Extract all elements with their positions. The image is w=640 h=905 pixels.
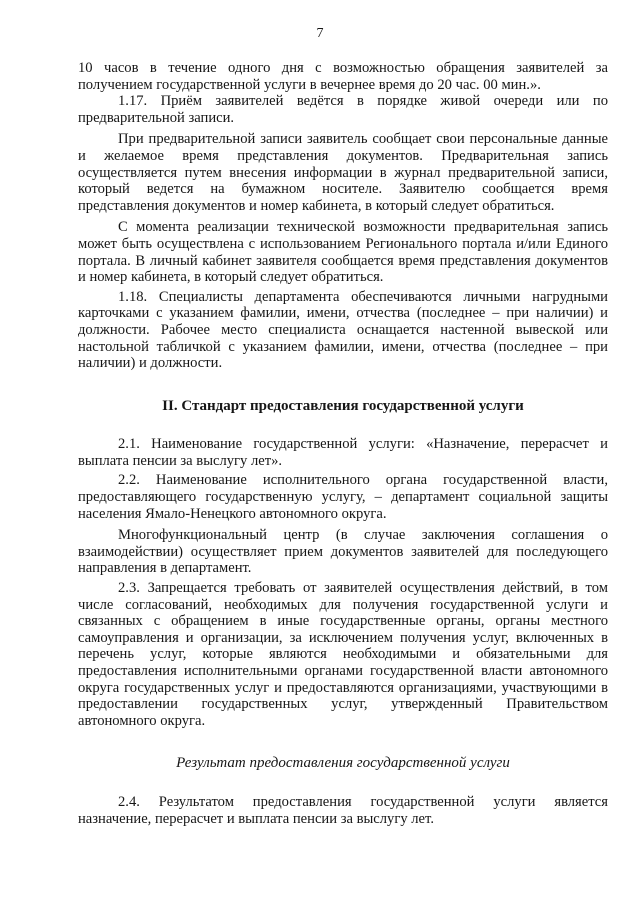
subsection-title: Результат предоставления государственной услуги <box>176 755 510 772</box>
paragraph-2-2: 2.2. Наименование исполнительного органа государственной власти, предоставляющего государственную услугу, – департамент социальной защиты населения Ямало-Ненецкого автономного округа. <box>78 472 608 522</box>
paragraph: 10 часов в течение одного дня с возможностью обращения заявителей за получением государственной услуги в вечернее время до 20 час. 00 мин.». <box>78 60 608 93</box>
paragraph-1-17: 1.17. Приём заявителей ведётся в порядке живой очереди или по предварительной записи. <box>78 93 608 126</box>
paragraph-2-1: 2.1. Наименование государственной услуги: «Назначение, перерасчет и выплата пенсии за выслугу лет». <box>78 436 608 469</box>
paragraph-preliminary-record: При предварительной записи заявитель сообщает свои персональные данные и желаемое время представления документов. Предварительная запись осуществляется путем внесения информации в журнал предварительной записи, который ведется на бумажном носителе. Заявителю сообщается время представления документов и номер кабинета, в который следует обратиться. <box>78 131 608 214</box>
paragraph-2-3: 2.3. Запрещается требовать от заявителей осуществления действий, в том числе согласований, необходимых для получения государственной услуги и связанных с обращением в иные государственные органы, органы местного самоуправления и организации, за исключением получения услуг, включенных в перечень услуг, которые являются необходимыми и обязательными для предоставления исполнительными органами государственной власти автономного округа государственных услуг и предоставляются организациями, участвующими в предоставлении государственных услуг, утвержденный Правительством автономного округа. <box>78 580 608 729</box>
document-body <box>78 60 608 827</box>
paragraph-1-18: 1.18. Специалисты департамента обеспечиваются личными нагрудными карточками с указанием фамилии, имени, отчества (последнее – при наличии) и должности. Рабочее место специалиста оснащается настенной вывеской или настольной табличкой с указанием фамилии, имени, отчества (последнее – при наличии) и должности. <box>78 288 608 372</box>
page-number: 7 <box>316 26 324 41</box>
paragraph-mfc: Многофункциональный центр (в случае заключения соглашения о взаимодействии) осуществляет прием документов заявителей для последующего направления в департамент. <box>78 527 608 577</box>
paragraph-2-4: 2.4. Результатом предоставления государственной услуги является назначение, перерасчет и выплата пенсии за выслугу лет. <box>78 793 608 827</box>
section-title: II. Стандарт предоставления государственной услуги <box>162 397 524 414</box>
paragraph-technical-possibility: С момента реализации технической возможности предварительная запись может быть осуществлена с использованием Регионального портала и/или Единого портала. В личный кабинет заявителя сообщается время представления документов и номер кабинета, в который следует обратиться. <box>78 219 608 286</box>
